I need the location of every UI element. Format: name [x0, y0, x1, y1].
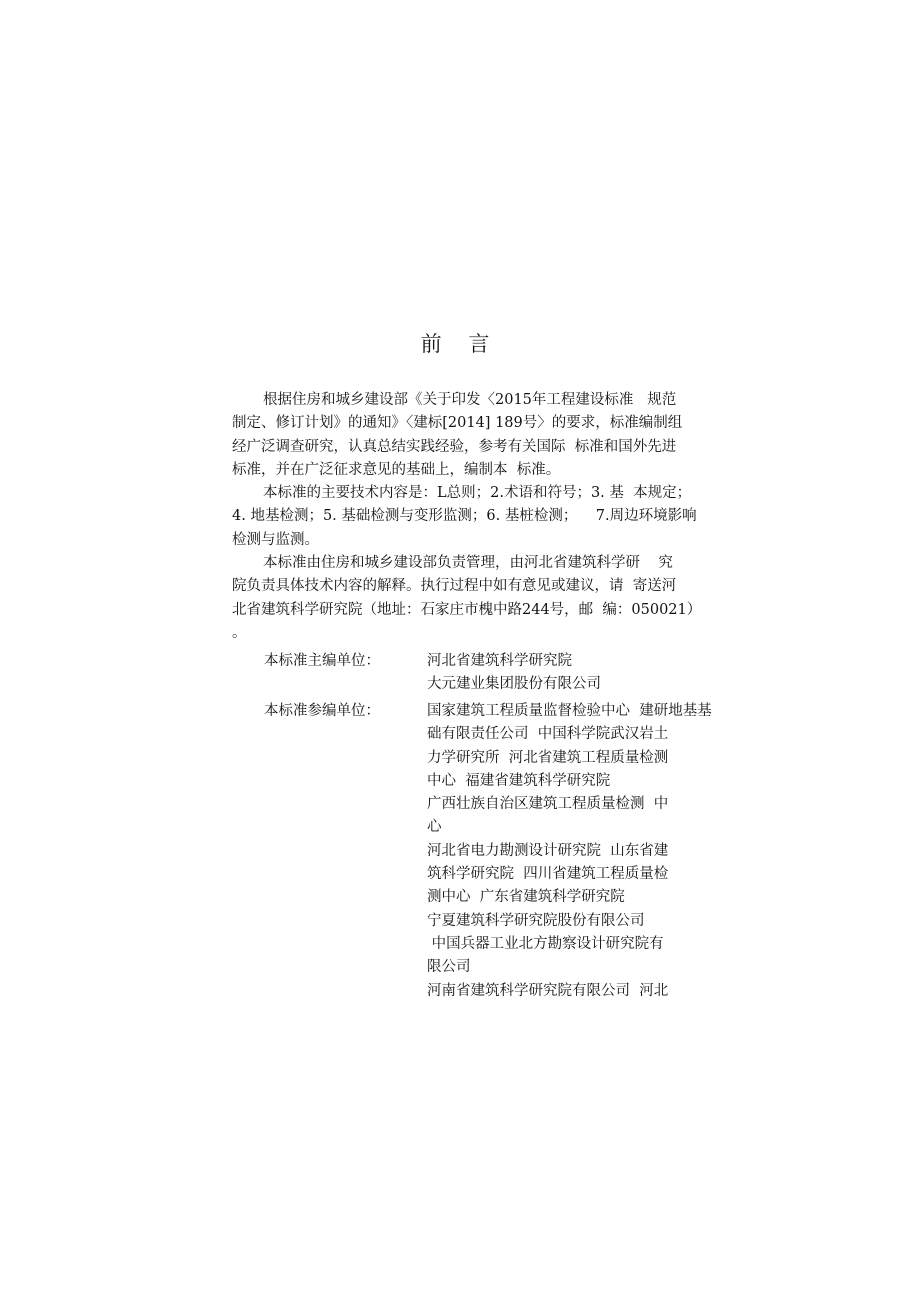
unit-name: 中心 福建省建筑科学研究院 [427, 772, 611, 789]
text-line: 经广泛调查研究，认真总结实践经验，参考有关国际 标准和国外先进 [232, 438, 677, 455]
text-line: 北省建筑科学研究院（地址：石家庄市槐中路244号，邮 编：050021） [232, 601, 702, 618]
unit-name: 心 [427, 819, 442, 836]
text-line: 本标准的主要技术内容是：L总则；2.术语和符号；3. 基 本规定； [263, 485, 692, 502]
text-line: 根据住房和城乡建设部《关于印发〈2015年工程建设标准 规范 [263, 392, 677, 408]
paragraph-2 [232, 482, 706, 552]
unit-name: 国家建筑工程质量监督检验中心 建研地基基 [427, 703, 712, 719]
unit-name: 础有限责任公司 中国科学院武汉岩土 [427, 726, 669, 743]
unit-name: 中国兵器工业北方勘察设计研究院有 [427, 935, 664, 952]
unit-name: 限公司 [427, 959, 471, 976]
participating-units [264, 700, 724, 1003]
paragraph-1 [232, 389, 706, 482]
paragraph-3 [232, 552, 706, 645]
unit-name: 广西壮族自治区建筑工程质量检测 中 [427, 796, 669, 813]
unit-name: 河南省建筑科学研究院有限公司 河北 [427, 982, 669, 999]
unit-row [264, 650, 724, 673]
unit-row [264, 700, 724, 723]
text-line: 制定、修订计划》的通知》〈建标[2014] 189号〉的要求，标准编制组 [232, 415, 683, 432]
unit-name: 大元建业集团股份有限公司 [427, 676, 601, 693]
unit-name: 力学研究所 河北省建筑工程质量检测 [427, 749, 669, 766]
preface-body [232, 389, 706, 645]
unit-name: 筑科学研究院 四川省建筑工程质量检 [427, 866, 669, 883]
chief-units-label: 本标准主编单位： [264, 653, 380, 669]
text-line: 标准，并在广泛征求意见的基础上，编制本 标准。 [232, 461, 561, 478]
text-line: 院负责具体技术内容的解释。执行过程中如有意见或建议，请 寄送河 [232, 578, 677, 595]
text-line: 检测与监测。 [232, 531, 319, 548]
unit-name: 测中心 广东省建筑科学研究院 [427, 889, 625, 906]
text-line: 4. 地基检测；5. 基础检测与变形监测；6. 基桩检测； 7.周边环境影响 [232, 508, 697, 525]
text-line: 本标准由住房和城乡建设部负责管理，由河北省建筑科学研 究 [263, 555, 673, 572]
unit-name: 宁夏建筑科学研究院股份有限公司 [427, 912, 645, 929]
unit-name: 河北省建筑科学研究院 [427, 653, 572, 669]
text-line: 。 [232, 624, 247, 641]
participating-units-label: 本标准参编单位： [264, 703, 380, 719]
page-title: 前 言 [420, 332, 500, 356]
unit-name: 河北省电力勘测设计研究院 山东省建 [427, 842, 669, 859]
chief-editor-units [264, 650, 724, 697]
